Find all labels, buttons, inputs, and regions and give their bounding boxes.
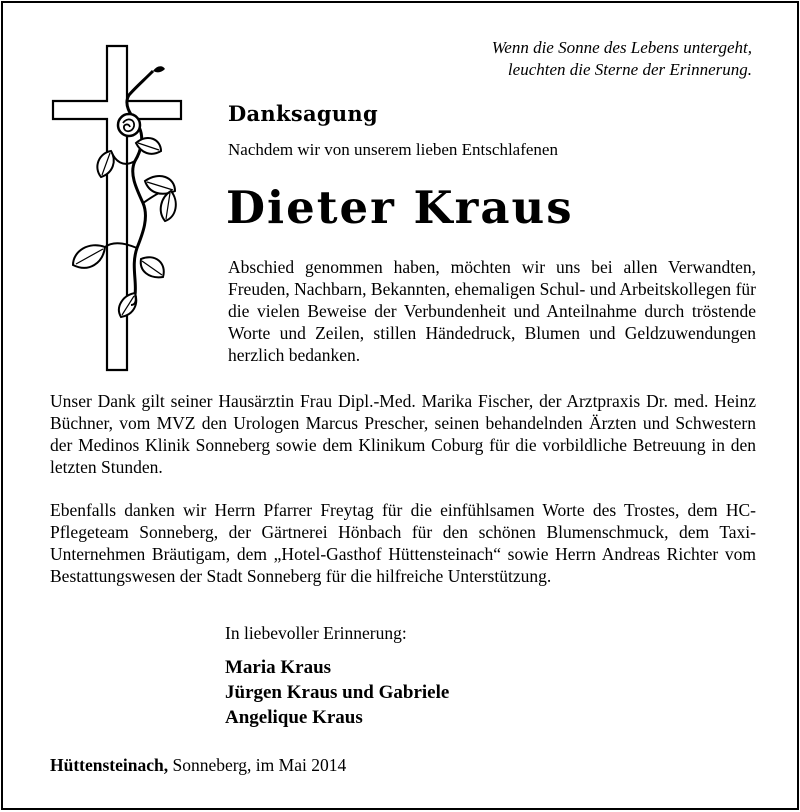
closing-line: In liebevoller Erinnerung:	[225, 623, 407, 643]
cross-with-rose-icon	[43, 43, 183, 373]
place-date-text: Sonneberg, im Mai 2014	[168, 755, 347, 775]
signer-1: Maria Kraus	[225, 657, 332, 678]
paragraph-further-thanks: Ebenfalls danken wir Herrn Pfarrer Freytag für die einfühlsamen Worte des Trostes, dem HC-Pflegeteam Sonneberg, der Gärtnerei Hönbach für den schönen Blumenschmuck, dem Taxi-Unternehmen Bräutigam, dem „Hotel-Gasthof Hüttensteinach“ sowie Herrn Andreas Richter vom Bestattungswesen der Stadt Sonneberg für die hilfreiche Unterstützung.	[50, 500, 756, 586]
signers	[225, 655, 449, 730]
heading-danksagung: Danksagung	[228, 101, 378, 126]
signer-3: Angelique Kraus	[225, 707, 363, 728]
deceased-name: Dieter Kraus	[226, 181, 574, 234]
paragraph-medical-thanks: Unser Dank gilt seiner Hausärztin Frau Dipl.-Med. Marika Fischer, der Arztpraxis Dr. med. Heinz Büchner, vom MVZ den Urologen Marcus Prescher, seinen behandelnden Ärzten und Schwestern der Medinos Klinik Sonneberg sowie dem Klinikum Coburg für die vorbildliche Betreuung in den letzten Stunden.	[50, 391, 756, 477]
signer-2: Jürgen Kraus und Gabriele	[225, 682, 450, 703]
place-date	[50, 755, 346, 776]
obituary-notice	[1, 1, 799, 810]
motto-line-2: leuchten die Sterne der Erinnerung.	[507, 60, 752, 79]
motto	[452, 37, 752, 81]
intro-line: Nachdem wir von unserem lieben Entschlafenen	[228, 140, 558, 159]
place-name: Hüttensteinach,	[50, 755, 169, 775]
motto-line-1: Wenn die Sonne des Lebens untergeht,	[491, 38, 752, 57]
paragraph-thanks: Abschied genommen haben, möchten wir uns bei allen Verwandten, Freuden, Nachbarn, Bekannten, ehemaligen Schul- und Arbeitskollegen für die vielen Beweise der Verbundenheit und Anteilnahme durch tröstende Worte und Zeilen, stillen Händedruck, Blumen und Geldzuwendungen herzlich bedanken.	[228, 257, 756, 365]
